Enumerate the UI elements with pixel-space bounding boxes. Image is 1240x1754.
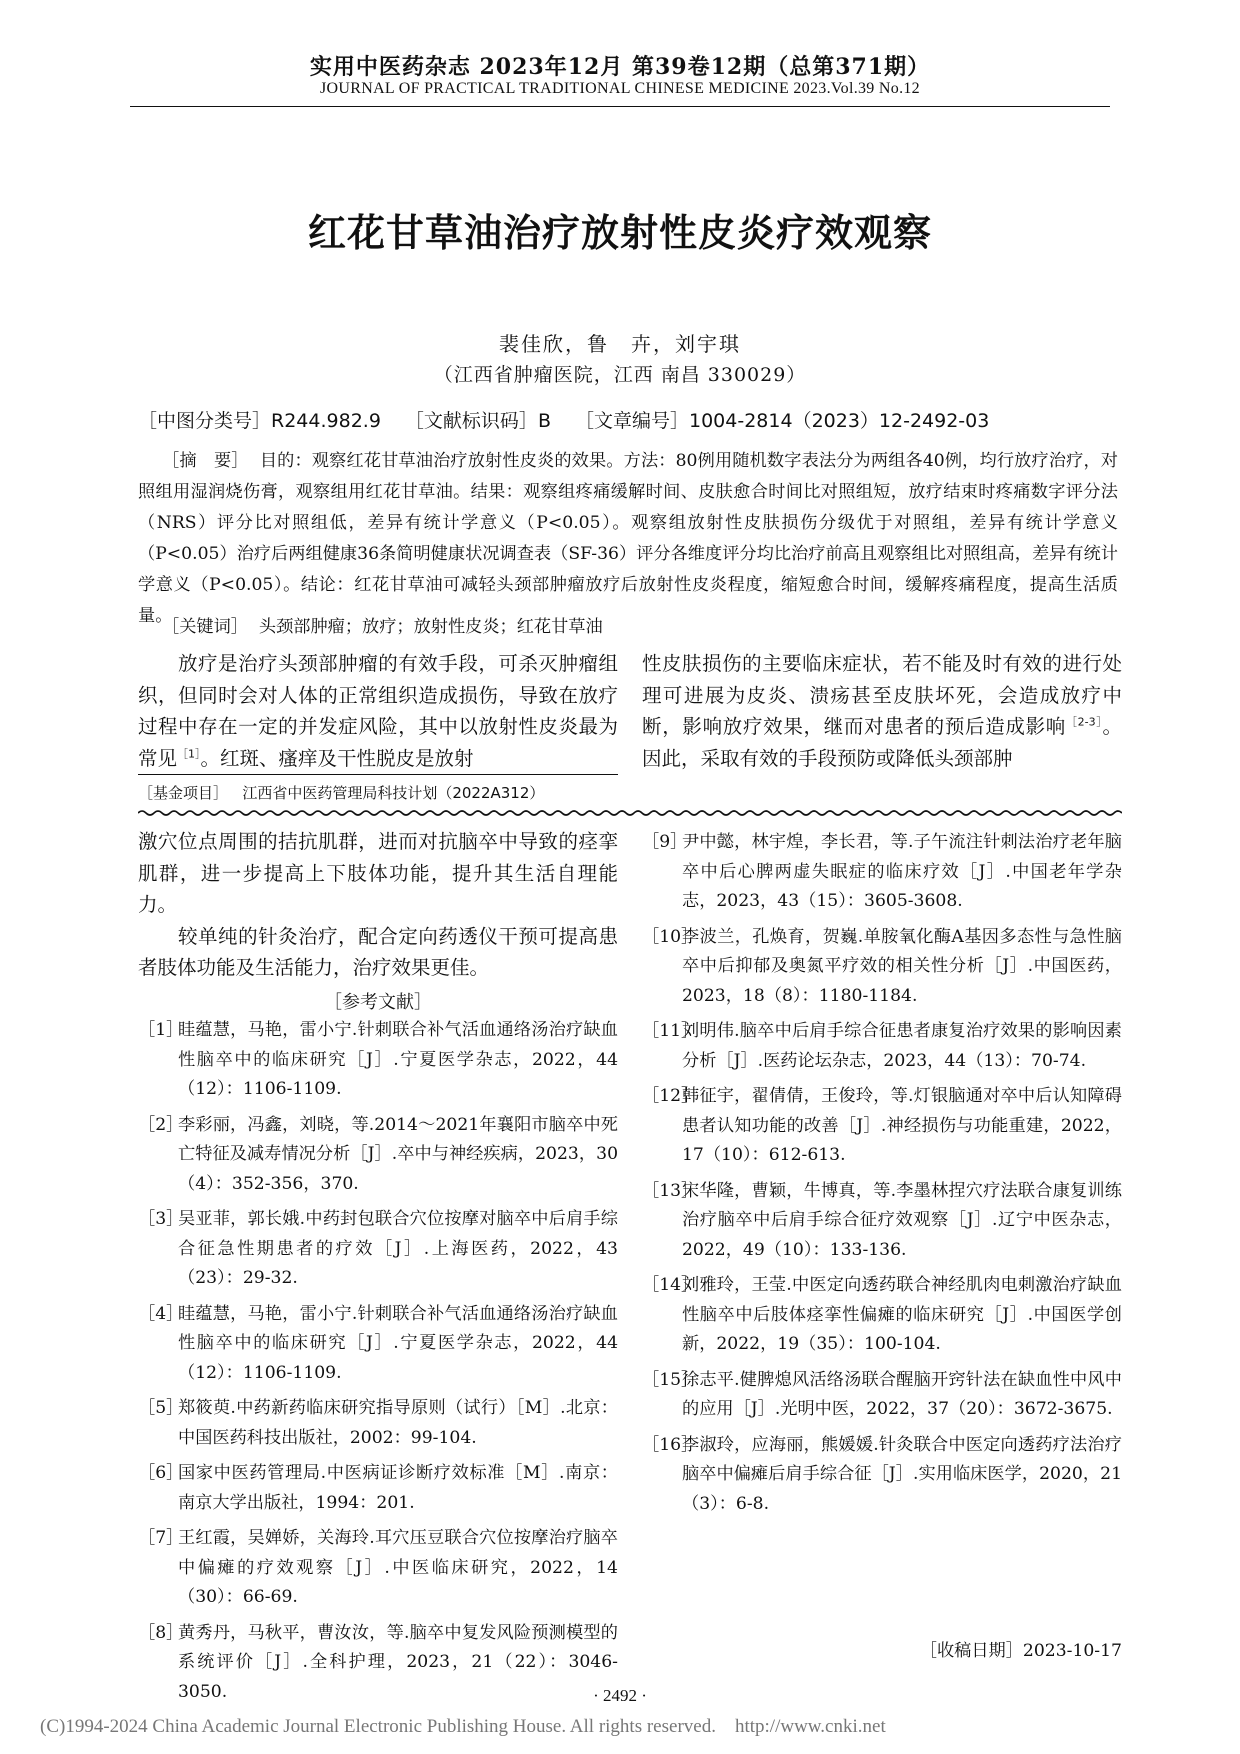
journal-cn-header: 实用中医药杂志 2023年12月 第39卷12期（总第371期） [309, 54, 931, 80]
reference-text: 李淑玲，应海丽，熊媛媛.针灸联合中医定向透药疗法治疗脑卒中偏瘫后肩手综合征［J］.实用临床医学，2020，21（3）：6-8. [682, 1434, 1122, 1514]
reference-text: 眭蕴慧，马艳，雷小宁.针刺联合补气活血通络汤治疗缺血性脑卒中的临床研究［J］.宁夏医学杂志，2022，44（12）：1106-1109. [178, 1020, 618, 1099]
reference-item [138, 1111, 618, 1200]
reference-number: ［9］ [642, 832, 688, 852]
abstract [138, 446, 1118, 632]
reference-number: ［10］ [642, 926, 699, 947]
reference-item [138, 1300, 618, 1389]
reference-text: 刘明伟.脑卒中后肩手综合征患者康复治疗效果的影响因素分析［J］.医药论坛杂志，2023，44（13）：70-74. [682, 1021, 1122, 1071]
intro-left-text-cont: 。红斑、瘙痒及干性脱皮是放射 [200, 746, 474, 770]
wavy-separator [138, 806, 1122, 820]
fund-text: 江西省中医药管理局科技计划（2022A312） [242, 784, 545, 802]
keywords-label: ［关键词］ [162, 617, 248, 637]
reference-number: ［14］ [642, 1275, 699, 1295]
reference-text: 郑筱萸.中药新药临床研究指导原则（试行）［M］.北京：中国医药科技出版社，2002：99-104. [178, 1398, 618, 1448]
cnki-url: http://www.cnki.net [734, 1716, 886, 1737]
reference-item [642, 1082, 1122, 1171]
header-rule [130, 106, 1110, 107]
reference-number: ［8］ [138, 1622, 184, 1643]
intro-right-text: 性皮肤损伤的主要临床症状，若不能及时有效的进行处理可进展为皮炎、溃疡甚至皮肤坏死，会造成放疗中断，影响放疗效果，继而对患者的预后造成影响 [642, 652, 1122, 738]
references-right-column [642, 828, 1122, 1525]
reference-number: ［3］ [138, 1209, 184, 1229]
reference-number: ［15］ [642, 1369, 699, 1390]
clc-value: R244.982.9 [271, 410, 381, 432]
reference-number: ［2］ [138, 1114, 184, 1135]
reference-number: ［1］ [138, 1020, 184, 1040]
reference-text: 国家中医药管理局.中医病证诊断疗效标准［M］.南京：南京大学出版社，1994：201. [178, 1463, 618, 1513]
reference-text: 吴亚菲，郭长娥.中药封包联合穴位按摩对脑卒中后肩手综合征急性期患者的疗效［J］.上海医药，2022，43（23）：29-32. [178, 1209, 618, 1288]
reference-item [138, 1524, 618, 1613]
reference-number: ［13］ [642, 1180, 699, 1201]
keywords-text: 头颈部肿瘤；放疗；放射性皮炎；红花甘草油 [258, 617, 603, 637]
reference-number: ［11］ [642, 1021, 699, 1041]
article-meta-line [138, 406, 1118, 433]
prev-article-para-1: 激穴位点周围的拮抗肌群，进而对抗脑卒中导致的痉挛肌群，进一步提高上下肢体功能，提升其生活自理能力。 [138, 830, 618, 916]
article-title: 红花甘草油治疗放射性皮炎疗效观察 [307, 211, 932, 255]
article-affiliation: （江西省肿瘤医院，江西 南昌 330029） [433, 364, 807, 386]
doc-code-value: B [537, 410, 551, 432]
reference-item [642, 1271, 1122, 1360]
reference-item [138, 1459, 618, 1518]
fund-label: ［基金项目］ [138, 784, 229, 802]
reference-item [642, 1177, 1122, 1266]
reference-item [138, 1205, 618, 1294]
reference-text: 刘雅玲，王莹.中医定向透药联合神经肌肉电刺激治疗缺血性脑卒中后肢体痉挛性偏瘫的临床研究［J］.中国医学创新，2022，19（35）：100-104. [682, 1275, 1122, 1354]
reference-text: 徐志平.健脾熄风活络汤联合醒脑开窍针法在缺血性中风中的应用［J］.光明中医，2022，37（20）：3672-3675. [682, 1369, 1122, 1419]
article-no-value: 1004-2814（2023）12-2492-03 [689, 410, 990, 432]
keywords [138, 612, 1118, 643]
reference-item [642, 1431, 1122, 1520]
fund-rule [138, 774, 618, 775]
reference-item [138, 1394, 618, 1453]
intro-left-column [138, 648, 618, 774]
reference-text: 尹中懿，林宇煌，李长君，等.子午流注针刺法治疗老年脑卒中后心脾两虚失眠症的临床疗效［J］.中国老年学杂志，2023，43（15）：3605-3608. [682, 832, 1122, 911]
reference-text: 韩征宇，翟倩倩，王俊玲，等.灯银脑通对卒中后认知障碍患者认知功能的改善［J］.神经损伤与功能重建，2022，17（10）：612-613. [682, 1086, 1122, 1165]
copyright-text: (C)1994-2024 China Academic Journal Electronic Publishing House. All rights reserved. [40, 1716, 716, 1737]
reference-text: 宋华隆，曹颖，牛博真，等.李墨林捏穴疗法联合康复训练治疗脑卒中后肩手综合征疗效观察［J］.辽宁中医杂志，2022，49（10）：133-136. [682, 1180, 1122, 1260]
reference-item [642, 923, 1122, 1012]
fund-note [138, 782, 838, 803]
reference-item [642, 1366, 1122, 1425]
reference-item [642, 828, 1122, 917]
references-title: ［参考文献］ [324, 992, 432, 1013]
citation-1: ［1］ [177, 747, 201, 760]
journal-en-header: JOURNAL OF PRACTICAL TRADITIONAL CHINESE MEDICINE 2023.Vol.39 No.12 [320, 80, 920, 97]
abstract-text: 目的：观察红花甘草油治疗放射性皮炎的效果。方法：80例用随机数字表法分为两组各40例，均行放疗治疗，对照组用湿润烧伤膏，观察组用红花甘草油。结果：观察组疼痛缓解时间、皮肤愈合时间比对照组短，放疗结束时疼痛数字评分法（NRS）评分比对照组低，差异有统计学意义（P<0.05）。观察组放射性皮肤损伤分级优于对照组，差异有统计学意义（P<0.05）治疗后两组健康36条简明健康状况调查表（SF-36）评分各维度评分均比治疗前高且观察组比对照组高，差异有统计学意义（P<0.05）。结论：红花甘草油可减轻头颈部肿瘤放疗后放射性皮炎程度，缩短愈合时间，缓解疼痛程度，提高生活质量。 [138, 451, 1118, 626]
article-no-label: ［文章编号］ [574, 410, 689, 432]
reference-number: ［7］ [138, 1528, 184, 1548]
reference-number: ［6］ [138, 1463, 184, 1483]
clc-label: ［中图分类号］ [138, 410, 272, 432]
prev-article-para-2: 较单纯的针灸治疗，配合定向药透仪干预可提高患者肢体功能及生活能力，治疗效果更佳。 [138, 924, 618, 979]
doc-code-label: ［文献标识码］ [404, 410, 538, 432]
prev-article-text [138, 826, 618, 984]
received-date: ［收稿日期］2023-10-17 [919, 1641, 1122, 1661]
reference-text: 眭蕴慧，马艳，雷小宁.针刺联合补气活血通络汤治疗缺血性脑卒中的临床研究［J］.宁夏医学杂志，2022，44（12）：1106-1109. [178, 1303, 618, 1383]
reference-item [138, 1016, 618, 1105]
references-left-column [138, 1016, 618, 1713]
reference-text: 李波兰，孔焕育，贺巍.单胺氧化酶A基因多态性与急性脑卒中后抑郁及奥氮平疗效的相关性分析［J］.中国医药，2023，18（8）：1180-1184. [682, 926, 1122, 1006]
reference-text: 黄秀丹，马秋平，曹汝汝，等.脑卒中复发风险预测模型的系统评价［J］.全科护理，2023，21（22）：3046-3050. [178, 1622, 618, 1702]
page-number: · 2492 · [593, 1686, 647, 1705]
copyright-footer [40, 1716, 1220, 1738]
intro-left-text: 放疗是治疗头颈部肿瘤的有效手段，可杀灭肿瘤组织，但同时会对人体的正常组织造成损伤，导致在放疗过程中存在一定的并发症风险，其中以放射性皮炎最为常见 [138, 652, 618, 770]
reference-text: 李彩丽，冯鑫，刘晓，等.2014～2021年襄阳市脑卒中死亡特征及减寿情况分析［J］.卒中与神经疾病，2023，30（4）：352-356，370. [178, 1114, 618, 1194]
reference-number: ［16］ [642, 1434, 699, 1455]
abstract-label: ［摘 要］ [162, 451, 249, 471]
article-authors: 裴佳欣，鲁 卉，刘宇琪 [499, 332, 741, 356]
reference-number: ［12］ [642, 1086, 699, 1106]
reference-number: ［5］ [138, 1398, 184, 1418]
intro-right-column [642, 648, 1122, 774]
citation-2-3: ［2-3］ [1065, 715, 1103, 729]
reference-text: 王红霞，吴婵娇，关海玲.耳穴压豆联合穴位按摩治疗脑卒中偏瘫的疗效观察［J］.中医临床研究，2022，14（30）：66-69. [178, 1528, 618, 1607]
reference-item [642, 1017, 1122, 1076]
reference-number: ［4］ [138, 1303, 184, 1324]
intro-right-text-cont: 。因此，采取有效的手段预防或降低头颈部肿 [642, 715, 1122, 770]
